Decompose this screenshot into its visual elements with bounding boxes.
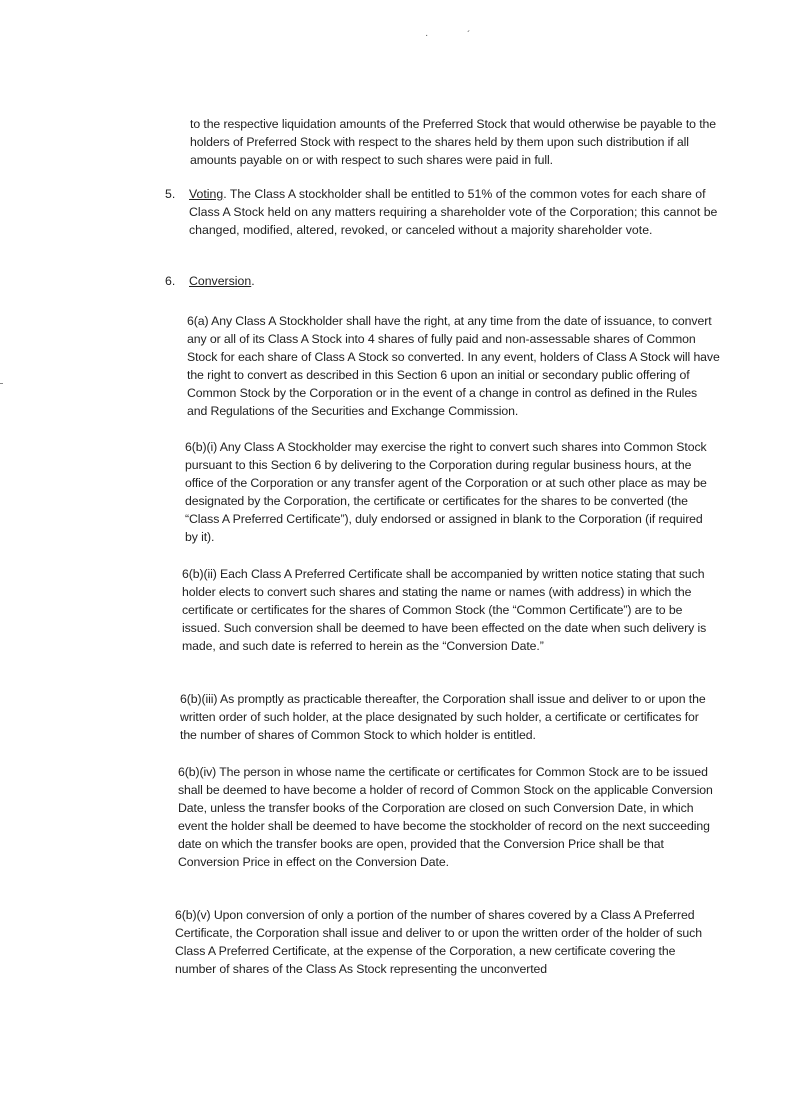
section-6-heading-line	[189, 272, 255, 290]
scan-artifact-marks: · ´	[425, 30, 489, 41]
margin-scan-mark	[0, 383, 3, 384]
paragraph-6b-iii: 6(b)(iii) As promptly as practicable thereafter, the Corporation shall issue and deliver to or upon the written order of such holder, at the place designated by such holder, a certificate or certificates for the number of shares of Common Stock to which holder is entitled.	[180, 692, 706, 742]
paragraph-6b-i: 6(b)(i) Any Class A Stockholder may exercise the right to convert such shares into Common Stock pursuant to this Section 6 by delivering to the Corporation during regular business hours, at the office of the Corporation or any transfer agent of the Corporation or at such other place as may be designated by the Corporation, the certificate or certificates for the shares to be converted (the “Class A Preferred Certificate”), duly endorsed or assigned in blank to the Corporation (if required by it).	[185, 440, 707, 544]
section-5-body	[189, 185, 721, 239]
section-6-conversion	[165, 272, 721, 292]
section-5-number: 5.	[165, 187, 176, 201]
section-5-voting	[165, 185, 721, 265]
continuation-paragraph: to the respective liquidation amounts of the Preferred Stock that would otherwise be payable to the holders of Preferred Stock with respect to the shares held by them upon such distribution if all amounts payable on or with respect to such shares were paid in full.	[190, 117, 717, 167]
paragraph-6b-v: 6(b)(v) Upon conversion of only a portion of the number of shares covered by a Class A Preferred Certificate, the Corporation shall issue and deliver to or upon the written order of the holder of such Class A Preferred Certificate, at the expense of the Corporation, a new certificate covering the number of shares of the Class As Stock representing the unconverted	[175, 908, 702, 976]
section-6-heading: Conversion	[189, 274, 252, 288]
paragraph-6b-iv: 6(b)(iv) The person in whose name the certificate or certificates for Common Stock are to be issued shall be deemed to have become a holder of record of Common Stock on the applicable Conversion Date, unless the transfer books of the Corporation are closed on such Conversion Date, in which event the holder shall be deemed to have become the stockholder of record on the next succeeding date on which the transfer books are open, provided that the Conversion Price shall be that Conversion Price in effect on the Conversion Date.	[178, 765, 713, 869]
paragraph-6a: 6(a) Any Class A Stockholder shall have the right, at any time from the date of issuance, to convert any or all of its Class A Stock into 4 shares of fully paid and non-assessable shares of Common Stock for each share of Class A Stock so converted. In any event, holders of Class A Stock will have the right to convert as described in this Section 6 upon an initial or secondary public offering of Common Stock by the Corporation or in the event of a change in control as defined in the Rules and Regulations of the Securities and Exchange Commission.	[187, 314, 720, 418]
section-6-number: 6.	[165, 274, 176, 288]
section-5-text: . The Class A stockholder shall be entitled to 51% of the common votes for each share of Class A Stock held on any matters requiring a shareholder vote of the Corporation; this cannot be changed, modified, altered, revoked, or canceled without a majority shareholder vote.	[189, 187, 718, 237]
section-5-heading: Voting	[189, 187, 224, 201]
paragraph-6b-ii: 6(b)(ii) Each Class A Preferred Certificate shall be accompanied by written notice stating that such holder elects to convert such shares and stating the name or names (with address) in which the certificate or certificates for the shares of Common Stock (the “Common Certificate”) are to be issued. Such conversion shall be deemed to have been effected on the date when such delivery is made, and such date is referred to herein as the “Conversion Date.”	[182, 567, 707, 653]
section-6-heading-suffix: .	[251, 274, 255, 288]
